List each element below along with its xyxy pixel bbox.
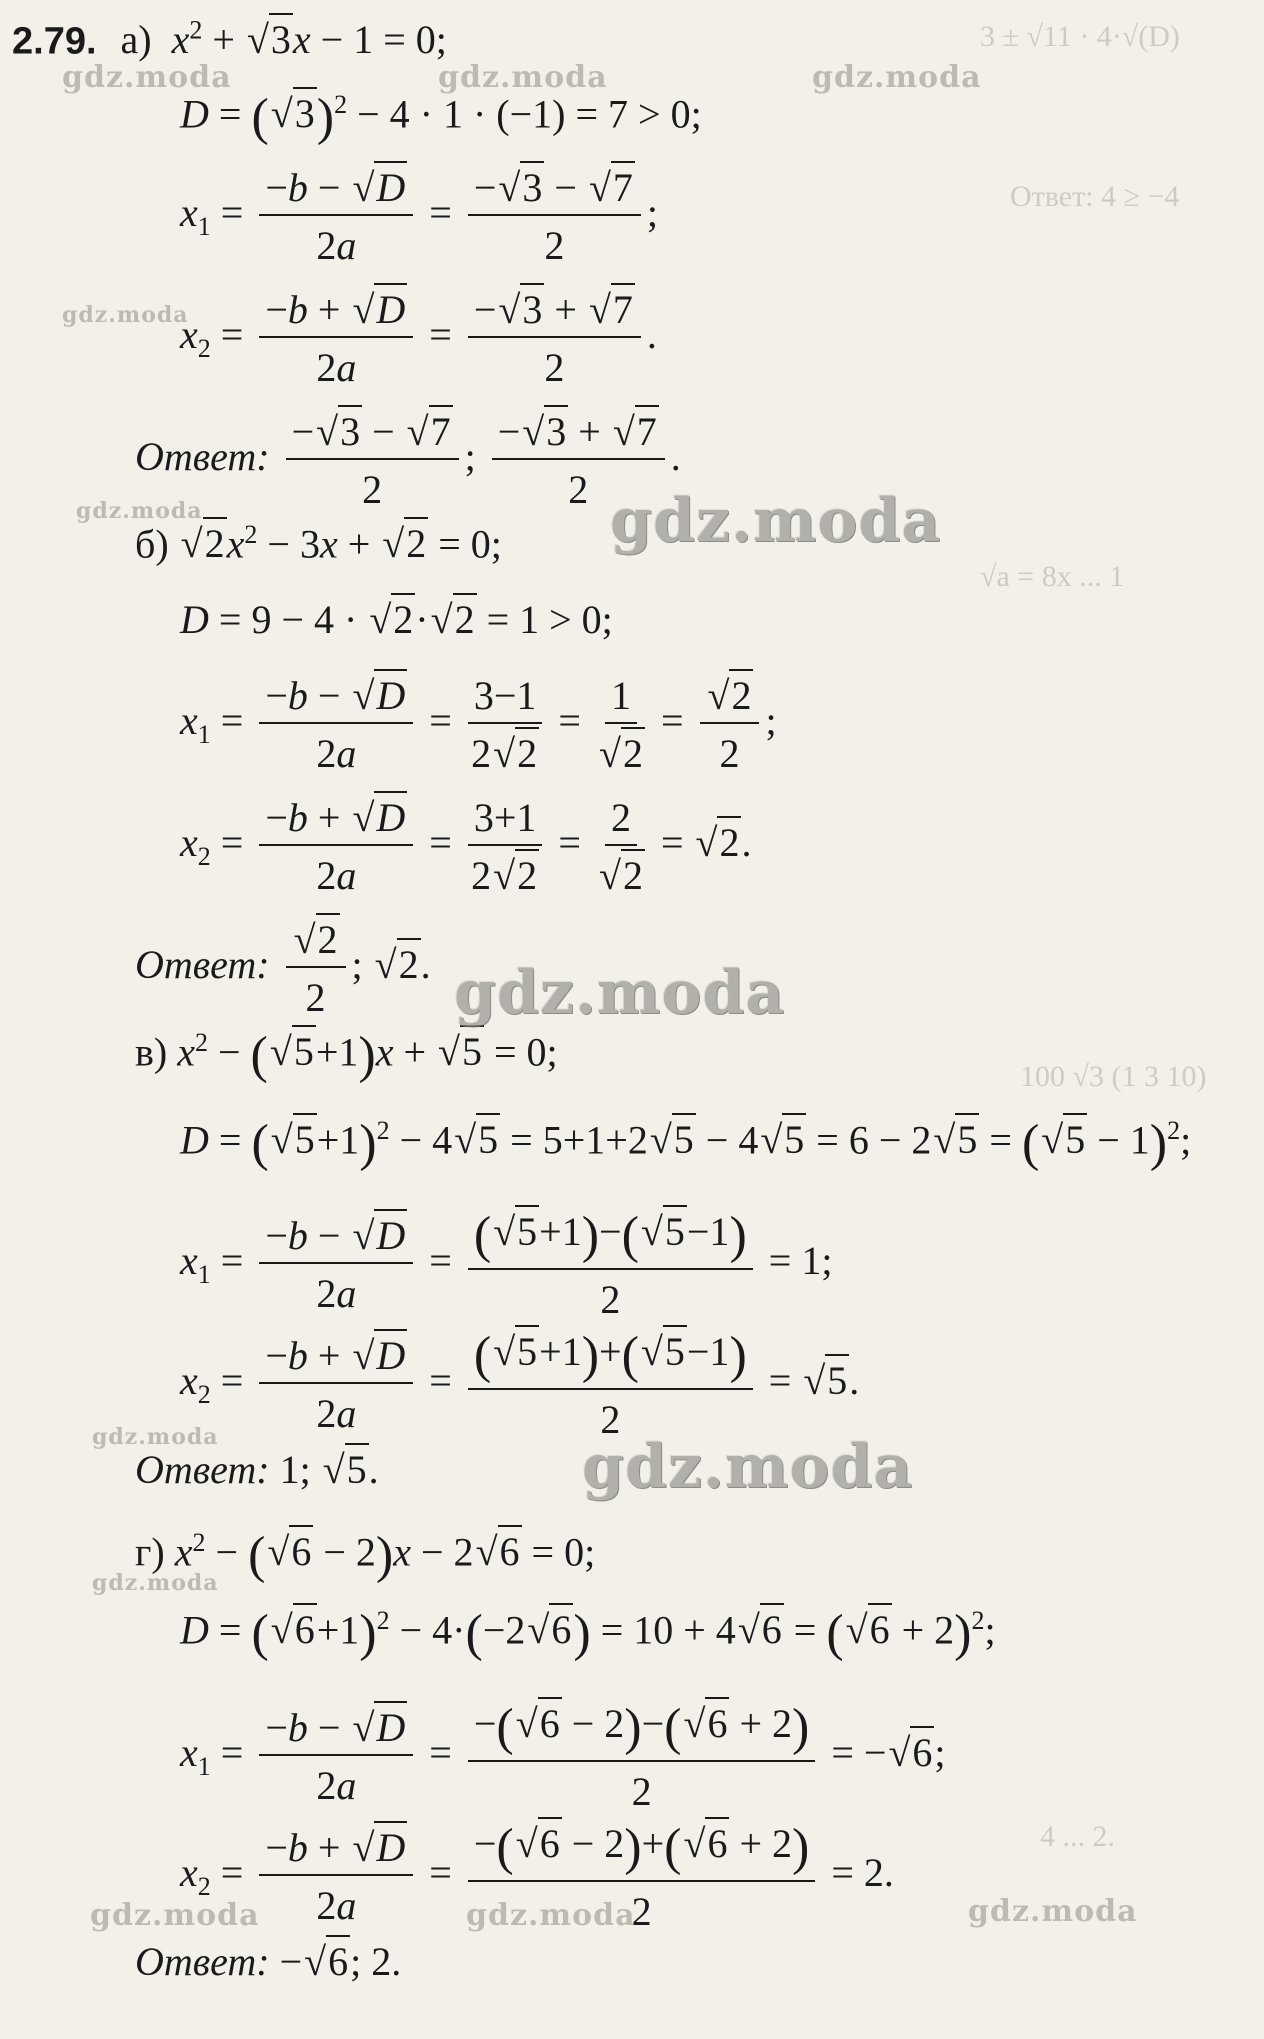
watermark: gdz.moda <box>62 60 232 95</box>
watermark: gdz.moda <box>438 60 608 95</box>
part-a-x2: $x_2$ = $\frac{-b + √D}{2a}$ = $\frac{-√3 + √7}{2}$ . <box>180 290 657 388</box>
watermark: gdz.moda <box>62 302 189 328</box>
part-a-x1: $x_1$ = $\frac{-b - √D}{2a}$ = $\frac{-√3 - √7}{2}$ ; <box>180 168 658 266</box>
part-v-x2: $x_2$ = $\frac{-b + √D}{2a}$ = $\frac{(√5+1)+(√5-1)}{2}$ = √5. <box>180 1327 860 1442</box>
watermark: gdz.moda <box>812 60 982 95</box>
part-g-equation: г) $x^2 - (√6 - 2)x - 2√6 = 0$; <box>135 1527 596 1585</box>
part-v-x1: $x_1$ = $\frac{-b - √D}{2a}$ = $\frac{(√5+1)-(√5-1)}{2}$ = 1; <box>180 1207 833 1322</box>
part-b-x1: $x_1$ = $\frac{-b - √D}{2a}$ = $\frac{3-1}{2√2}$ = $\frac{1}{√2}$ = $\frac{√2}{2}$ ; <box>180 676 777 774</box>
watermark: gdz.moda <box>92 1570 219 1596</box>
part-a-equation: $x^2 + √3x - 1 = 0$; <box>172 17 447 62</box>
part-b-discriminant: D = 9 − 4 · √2·√2 = 1 > 0; <box>180 600 613 640</box>
watermark-large: gdz.moda <box>454 958 786 1028</box>
part-v-discriminant: $D = (√5+1)^2 - 4√5 = 5+1+2√5 - 4√5 = 6 - 2√5 = (√5 - 1)^2$; <box>180 1115 1192 1173</box>
part-g-x2: $x_2$ = $\frac{-b + √D}{2a}$ = $\frac{-(√6 - 2)+(√6 + 2)}{2}$ = 2. <box>180 1819 894 1934</box>
part-g-answer: Ответ: −√6; 2. <box>135 1942 401 1982</box>
watermark: gdz.moda <box>466 1898 636 1933</box>
part-b-answer: Ответ: $\frac{√2}{2}$ ; √2. <box>135 920 431 1018</box>
part-g-discriminant: $D = (√6+1)^2 - 4\cdot(-2√6) = 10 + 4√6 = (√6 + 2)^2$; <box>180 1605 996 1663</box>
part-b-x2: $x_2$ = $\frac{-b + √D}{2a}$ = $\frac{3+1}{2√2}$ = $\frac{2}{√2}$ = √2. <box>180 798 751 896</box>
watermark: gdz.moda <box>76 498 203 524</box>
watermark-large: gdz.moda <box>582 1432 914 1502</box>
part-g-x1: $x_1$ = $\frac{-b - √D}{2a}$ = $\frac{-(√6 - 2)-(√6 + 2)}{2}$ = −√6; <box>180 1699 946 1814</box>
watermark: gdz.moda <box>968 1894 1138 1929</box>
part-a-answer: Ответ: $\frac{-√3 - √7}{2}$ ; $\frac{-√3 + √7}{2}$ . <box>135 412 681 510</box>
watermark: gdz.moda <box>92 1424 219 1450</box>
problem-number: 2.79. <box>12 20 97 63</box>
part-v-equation: в) $x^2 - (√5+1)x + √5 = 0$; <box>135 1027 558 1085</box>
watermark: gdz.moda <box>90 1898 260 1933</box>
part-a-discriminant: $D = (√3)^2 - 4 \cdot 1 \cdot (-1) = 7 > 0$; <box>180 89 702 147</box>
watermark-large: gdz.moda <box>610 486 942 556</box>
part-a-label: а) <box>120 17 152 63</box>
textbook-page: 3 ± √11 · 4·√(D) Ответ: 4 ≥ −4 √a = 8x ... 1 100 √3 (1 3 10) 4 ... 2. 2.79. а) $x^2 + √3x - 1 = 0$; $D = (√3)^2 - 4 \cdot 1 \cdot (-1) = 7 > 0$; $x_1$ = $\frac{-b - √D}{2a}$ = $\frac{-√3 - √7}{2}$ ; $x_2$ = $\frac{-b + √D}{2a}$ = $\frac{-√3 + √7}{2}$ . Ответ: $\frac{-√3 - √7}{2}$ ; $\frac{-√3 + √7}{2}$ . б) $√2x^2 - 3x + √2 = 0$; D = 9 − 4 · √2·√2 = 1 > 0; $x_1$ = $\frac{-b - √D}{2a}$ = $\frac{3-1}{2√2}$ = $\frac{1}{√2}$ = $\frac{√2}{2}$ ; $x_2$ = $\frac{-b + √D}{2a}$ = $\frac{3+1}{2√2}$ = $\frac{2}{√2}$ = √2. Ответ: $\frac{√2}{2}$ ; √2. в) $x^2 - (√5+1)x + √5 = 0$; $D = (√5+1)^2 - 4√5 = 5+1+2√5 - 4√5 = 6 - 2√5 = (√5 - 1)^2$; $x_1$ = $\frac{-b - √D}{2a}$ = $\frac{(√5+1)-(√5-1)}{2}$ = 1; $x_2$ = $\frac{-b + √D}{2a}$ = $\frac{(√5+1)+(√5-1)}{2}$ = √5. Ответ: 1; √5. г) $x^2 - (√6 - 2)x - 2√6 = 0$; $D = (√6+1)^2 - 4\cdot(-2√6) = 10 + 4√6 = (√6 + 2)^2$; $x_1$ = $\frac{-b - √D}{2a}$ = $\frac{-(√6 - 2)-(√6 + 2)}{2}$ = −√6; $x_2$ = $\frac{-b + √D}{2a}$ = $\frac{-(√6 - 2)+(√6 + 2)}{2}$ = 2. Ответ: −√6; 2. gdz.moda gdz.moda gdz.moda gdz.moda gdz.moda gdz.moda gdz.moda gdz.moda gdz.moda gdz.moda gdz.moda gdz.moda gdz.moda <box>0 0 1264 2039</box>
part-b-equation: б) $√2x^2 - 3x + √2 = 0$; <box>135 522 502 564</box>
part-v-answer: Ответ: 1; √5. <box>135 1450 379 1490</box>
